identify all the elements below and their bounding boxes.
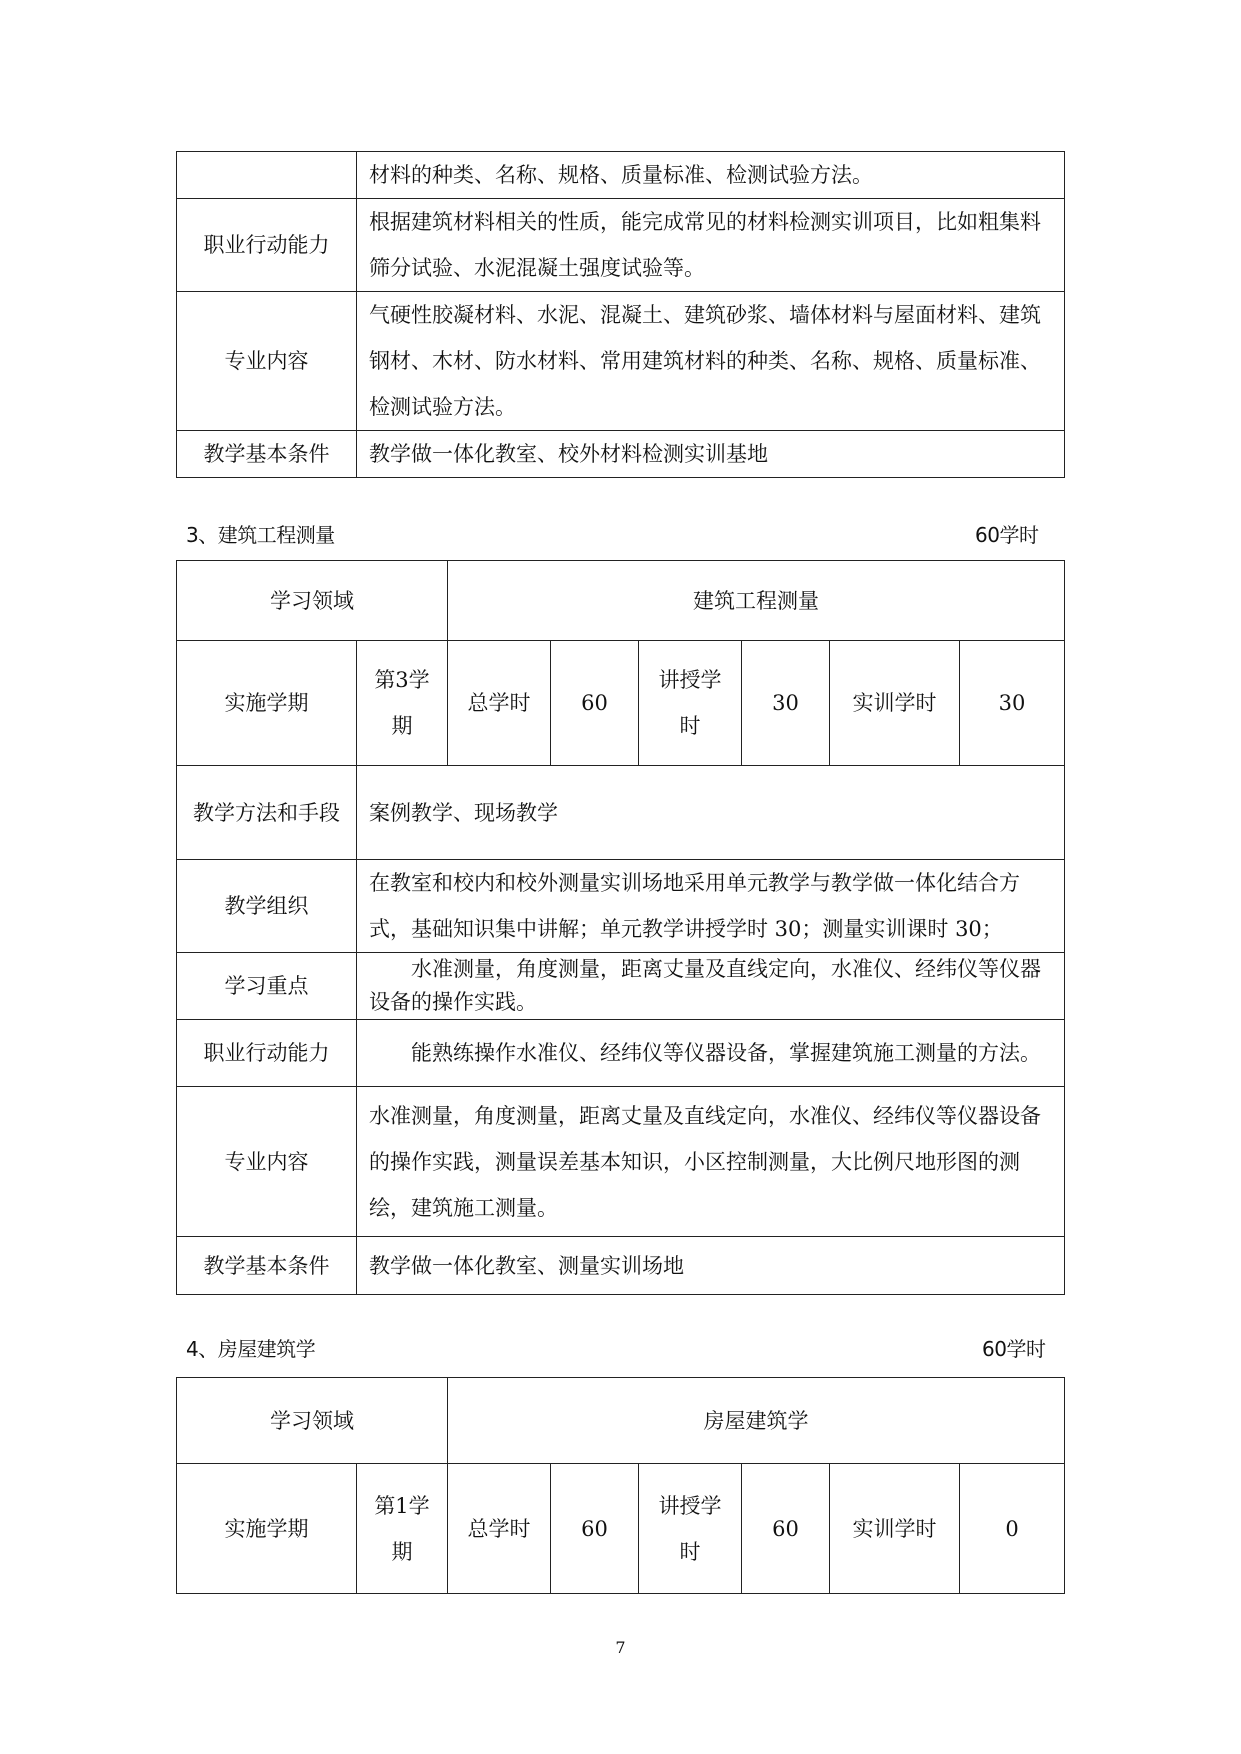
row-content: 教学做一体化教室、测量实训场地 (357, 1237, 1065, 1295)
row-label: 职业行动能力 (177, 199, 357, 292)
lecture-hours-value: 60 (742, 1464, 830, 1594)
row-label: 教学基本条件 (177, 431, 357, 478)
total-hours-label: 总学时 (448, 641, 551, 766)
surveying-course-table (176, 560, 1065, 1295)
semester-label: 实施学期 (177, 1464, 357, 1594)
table-row (177, 1087, 1065, 1237)
table-row (177, 292, 1065, 431)
row-label: 教学方法和手段 (177, 766, 357, 860)
table-row (177, 1464, 1065, 1594)
section-hours: 60学时 (982, 1337, 1046, 1361)
row-label: 专业内容 (177, 1087, 357, 1237)
row-label: 职业行动能力 (177, 1020, 357, 1087)
section-heading: 4、房屋建筑学 (186, 1337, 316, 1361)
row-label (177, 152, 357, 199)
lecture-hours-label: 讲授学时 (639, 1464, 742, 1594)
row-content: 水准测量，角度测量，距离丈量及直线定向，水准仪、经纬仪等仪器设备的操作实践。 (357, 953, 1065, 1020)
row-content: 案例教学、现场教学 (357, 766, 1065, 860)
lecture-hours-value: 30 (742, 641, 830, 766)
field-value: 建筑工程测量 (448, 561, 1065, 641)
table-row (177, 199, 1065, 292)
row-label: 专业内容 (177, 292, 357, 431)
row-label: 教学基本条件 (177, 1237, 357, 1295)
row-content: 气硬性胶凝材料、水泥、混凝土、建筑砂浆、墙体材料与屋面材料、建筑钢材、木材、防水材料、常用建筑材料的种类、名称、规格、质量标准、检测试验方法。 (357, 292, 1065, 431)
table-row (177, 641, 1065, 766)
practice-hours-label: 实训学时 (830, 641, 960, 766)
table-row (177, 431, 1065, 478)
row-label: 教学组织 (177, 860, 357, 953)
practice-hours-value: 30 (960, 641, 1065, 766)
total-hours-label: 总学时 (448, 1464, 551, 1594)
total-hours-value: 60 (551, 641, 639, 766)
semester-value: 第3学期 (357, 641, 448, 766)
table-row (177, 1378, 1065, 1464)
lecture-hours-label: 讲授学时 (639, 641, 742, 766)
section-hours: 60学时 (975, 523, 1039, 547)
table-row (177, 152, 1065, 199)
field-label: 学习领域 (177, 1378, 448, 1464)
materials-table-continued (176, 151, 1065, 478)
section-heading: 3、建筑工程测量 (186, 523, 335, 547)
table-row (177, 953, 1065, 1020)
table-row (177, 561, 1065, 641)
practice-hours-value: 0 (960, 1464, 1065, 1594)
row-label: 学习重点 (177, 953, 357, 1020)
total-hours-value: 60 (551, 1464, 639, 1594)
row-content: 教学做一体化教室、校外材料检测实训基地 (357, 431, 1065, 478)
row-content: 能熟练操作水准仪、经纬仪等仪器设备，掌握建筑施工测量的方法。 (357, 1020, 1065, 1087)
table-row (177, 1237, 1065, 1295)
row-content: 材料的种类、名称、规格、质量标准、检测试验方法。 (357, 152, 1065, 199)
building-design-course-table (176, 1377, 1065, 1594)
semester-label: 实施学期 (177, 641, 357, 766)
field-value: 房屋建筑学 (448, 1378, 1065, 1464)
row-content: 根据建筑材料相关的性质，能完成常见的材料检测实训项目，比如粗集料筛分试验、水泥混凝土强度试验等。 (357, 199, 1065, 292)
row-content: 水准测量，角度测量，距离丈量及直线定向，水准仪、经纬仪等仪器设备的操作实践，测量误差基本知识，小区控制测量，大比例尺地形图的测绘，建筑施工测量。 (357, 1087, 1065, 1237)
row-content: 在教室和校内和校外测量实训场地采用单元教学与教学做一体化结合方式，基础知识集中讲解；单元教学讲授学时 30；测量实训课时 30； (357, 860, 1065, 953)
table-row (177, 860, 1065, 953)
table-row (177, 766, 1065, 860)
table-row (177, 1020, 1065, 1087)
field-label: 学习领域 (177, 561, 448, 641)
practice-hours-label: 实训学时 (830, 1464, 960, 1594)
semester-value: 第1学期 (357, 1464, 448, 1594)
page-number: 7 (615, 1638, 626, 1657)
